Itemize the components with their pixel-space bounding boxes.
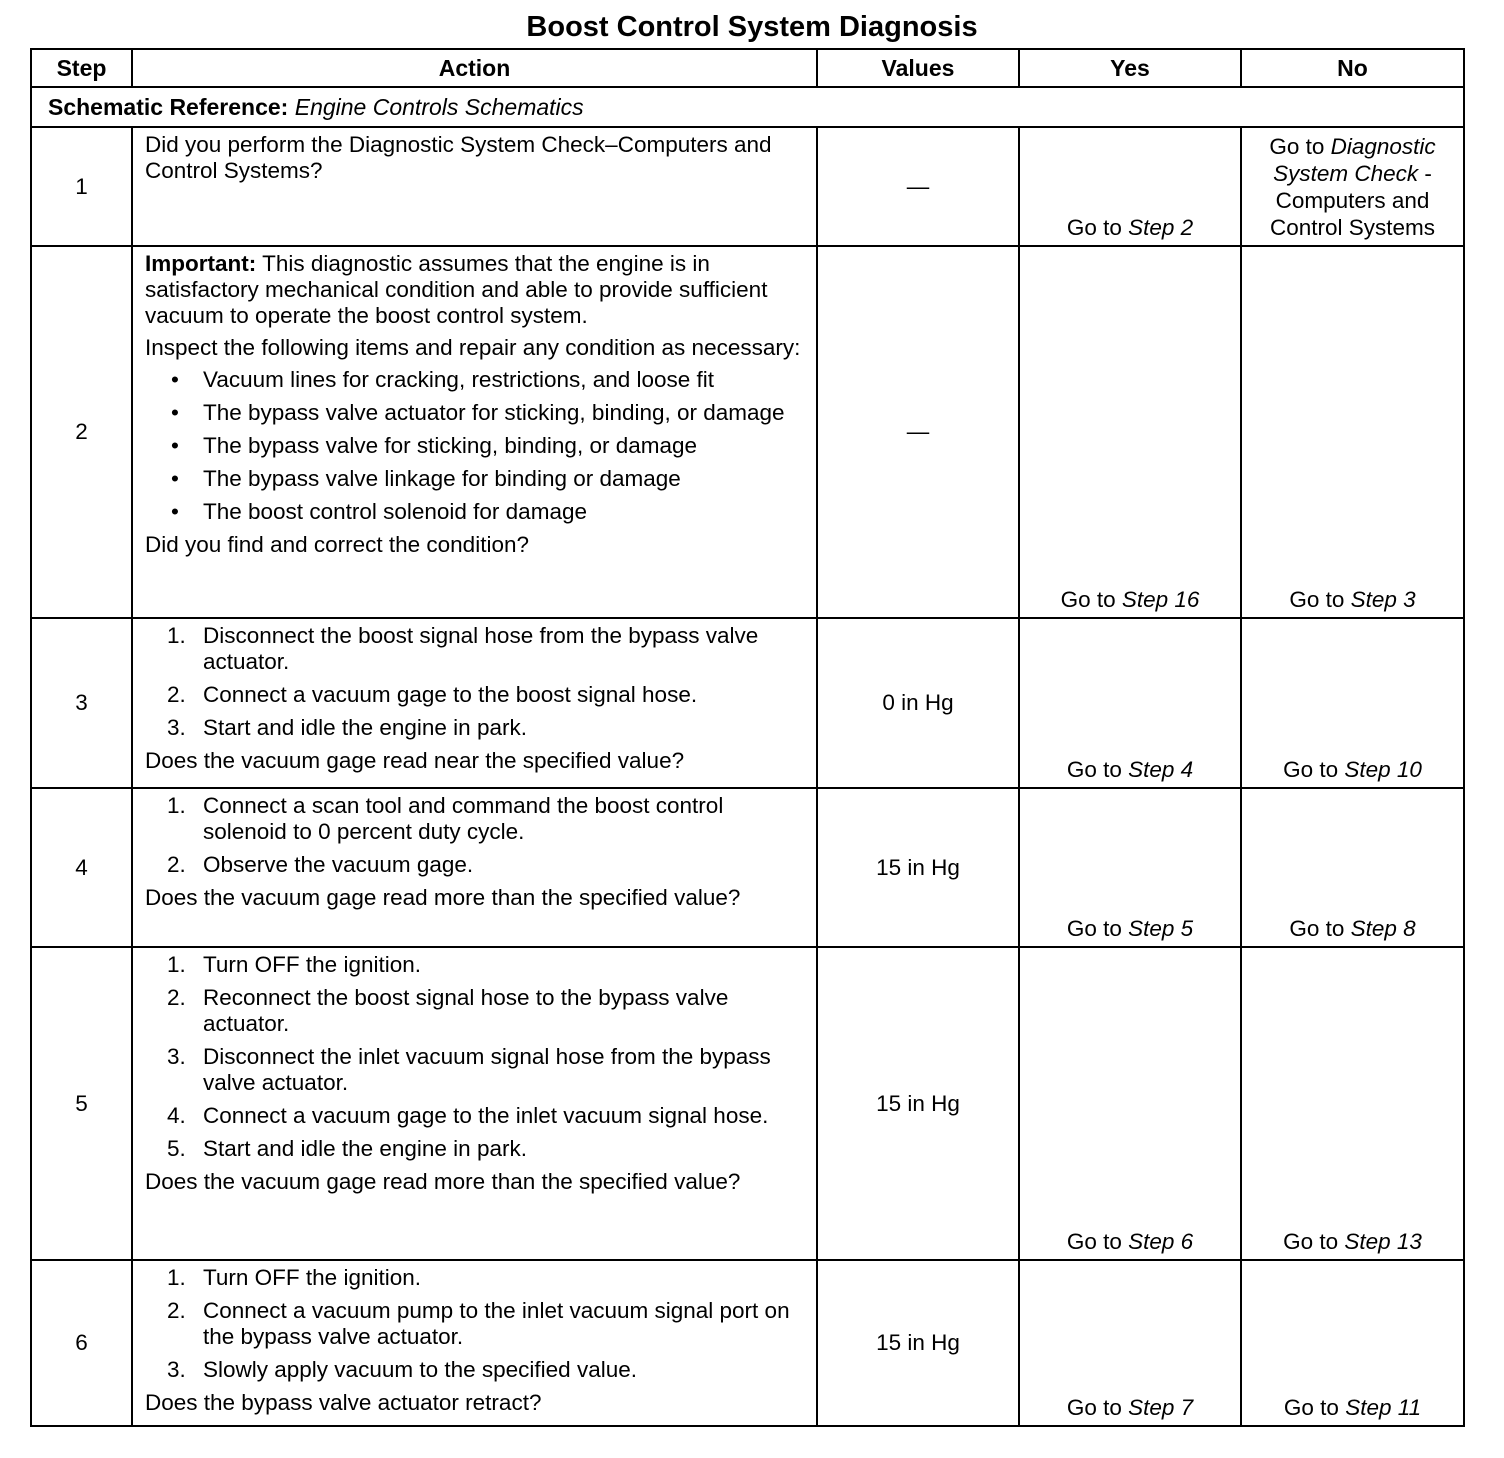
step-number: 6 [31, 1260, 132, 1426]
step-number: 4 [31, 788, 132, 947]
numbered-list [145, 1265, 806, 1383]
value-cell: 15 in Hg [817, 1260, 1019, 1426]
bullet-list [145, 367, 806, 525]
value-cell: — [817, 127, 1019, 246]
action-question: Does the vacuum gage read more than the specified value? [145, 1169, 741, 1194]
step-number: 1 [31, 127, 132, 246]
goto-label: Go to [1289, 916, 1345, 941]
no-step-link[interactable]: Step 11 [1345, 1395, 1422, 1420]
no-cell [1241, 788, 1464, 947]
table-row [31, 246, 1464, 618]
action-cell [132, 127, 817, 246]
schematic-reference [31, 87, 1464, 127]
table-row [31, 788, 1464, 947]
table-row [31, 618, 1464, 788]
no-cell [1241, 618, 1464, 788]
goto-label: Go to [1289, 587, 1345, 612]
goto-label: Go to [1283, 757, 1339, 782]
important-text: This diagnostic assumes that the engine is in satisfactory mechanical condition and able to provide sufficient vacuum to operate the boost control system. [145, 251, 768, 328]
yes-cell [1019, 788, 1241, 947]
header-action: Action [132, 49, 817, 87]
no-cell [1241, 1260, 1464, 1426]
action-cell [132, 947, 817, 1260]
list-item: • The bypass valve actuator for sticking, binding, or damage [171, 400, 785, 425]
goto-label: Go to [1060, 587, 1116, 612]
table-row [31, 1260, 1464, 1426]
yes-cell [1019, 246, 1241, 618]
no-cell [1241, 127, 1464, 246]
list-item: • The bypass valve for sticking, binding, or damage [171, 433, 698, 458]
value-cell: — [817, 246, 1019, 618]
action-text: Did you perform the Diagnostic System Check–Computers and Control Systems? [145, 132, 772, 183]
list-item: 3. Start and idle the engine in park. [167, 715, 527, 740]
list-item: • Vacuum lines for cracking, restrictions, and loose fit [171, 367, 715, 392]
goto-label: Go to [1066, 916, 1122, 941]
action-cell [132, 788, 817, 947]
value-cell: 15 in Hg [817, 788, 1019, 947]
no-cell [1241, 947, 1464, 1260]
list-item: • The boost control solenoid for damage [171, 499, 587, 524]
action-question: Does the vacuum gage read near the specified value? [145, 748, 685, 773]
table-row [31, 127, 1464, 246]
no-step-link[interactable]: Step 8 [1350, 916, 1416, 941]
action-cell [132, 618, 817, 788]
schematic-label: Schematic Reference: [48, 94, 289, 120]
yes-step-link[interactable]: Step 6 [1128, 1229, 1194, 1254]
list-item: 3. Slowly apply vacuum to the specified value. [167, 1357, 637, 1382]
list-item: 2. Connect a vacuum gage to the boost signal hose. [167, 682, 698, 707]
step-number: 3 [31, 618, 132, 788]
schematic-value: Engine Controls Schematics [294, 94, 584, 120]
list-item: 1. Disconnect the boost signal hose from the bypass valve actuator. [167, 623, 759, 674]
goto-label: Go to [1066, 1229, 1122, 1254]
yes-cell [1019, 127, 1241, 246]
diagnosis-table [30, 48, 1465, 1427]
header-no: No [1241, 49, 1464, 87]
numbered-list [145, 952, 806, 1162]
no-step-link[interactable]: Step 3 [1350, 587, 1416, 612]
goto-label: Go to [1066, 215, 1122, 240]
list-item: 1. Turn OFF the ignition. [167, 952, 422, 977]
step-number: 5 [31, 947, 132, 1260]
goto-label: Go to [1269, 133, 1325, 159]
yes-cell [1019, 947, 1241, 1260]
header-values: Values [817, 49, 1019, 87]
yes-step-link[interactable]: Step 5 [1128, 916, 1194, 941]
important-note [145, 251, 806, 329]
list-item: 2. Observe the vacuum gage. [167, 852, 474, 877]
action-question: Does the vacuum gage read more than the specified value? [145, 885, 741, 910]
step-number: 2 [31, 246, 132, 618]
value-cell: 0 in Hg [817, 618, 1019, 788]
action-cell [132, 1260, 817, 1426]
action-question: Does the bypass valve actuator retract? [145, 1390, 542, 1415]
goto-label: Go to [1066, 757, 1122, 782]
action-cell [132, 246, 817, 618]
header-row [31, 49, 1464, 87]
goto-label: Go to [1283, 1229, 1339, 1254]
yes-step-link[interactable]: Step 2 [1128, 215, 1194, 240]
yes-cell [1019, 618, 1241, 788]
list-item: • The bypass valve linkage for binding or damage [171, 466, 681, 491]
list-item: 3. Disconnect the inlet vacuum signal hose from the bypass valve actuator. [167, 1044, 771, 1095]
yes-step-link[interactable]: Step 4 [1128, 757, 1194, 782]
goto-label: Go to [1283, 1395, 1339, 1420]
goto-label: Go to [1066, 1395, 1122, 1420]
action-question: Did you find and correct the condition? [145, 532, 529, 557]
list-item: 2. Connect a vacuum pump to the inlet vacuum signal port on the bypass valve actuator. [167, 1298, 790, 1349]
important-label: Important: [145, 251, 257, 276]
yes-step-link[interactable]: Step 16 [1121, 587, 1200, 612]
numbered-list [145, 623, 806, 741]
numbered-list [145, 793, 806, 878]
list-item: 1. Connect a scan tool and command the boost control solenoid to 0 percent duty cycle. [167, 793, 724, 844]
no-step-link[interactable]: Step 13 [1344, 1229, 1422, 1254]
list-item: 2. Reconnect the boost signal hose to the bypass valve actuator. [167, 985, 729, 1036]
value-cell: 15 in Hg [817, 947, 1019, 1260]
yes-cell [1019, 1260, 1241, 1426]
header-yes: Yes [1019, 49, 1241, 87]
no-step-link[interactable]: Diagnostic System Check [1273, 133, 1436, 186]
yes-step-link[interactable]: Step 7 [1128, 1395, 1194, 1420]
no-step-rest: - Computers and Control Systems [1269, 160, 1436, 240]
action-intro: Inspect the following items and repair any condition as necessary: [145, 335, 801, 360]
no-cell [1241, 246, 1464, 618]
list-item: 4. Connect a vacuum gage to the inlet vacuum signal hose. [167, 1103, 769, 1128]
header-step: Step [31, 49, 132, 87]
schematic-row [31, 87, 1464, 127]
list-item: 1. Turn OFF the ignition. [167, 1265, 422, 1290]
no-step-link[interactable]: Step 10 [1344, 757, 1422, 782]
list-item: 5. Start and idle the engine in park. [167, 1136, 527, 1161]
page-title: Boost Control System Diagnosis [526, 11, 978, 43]
table-row [31, 947, 1464, 1260]
